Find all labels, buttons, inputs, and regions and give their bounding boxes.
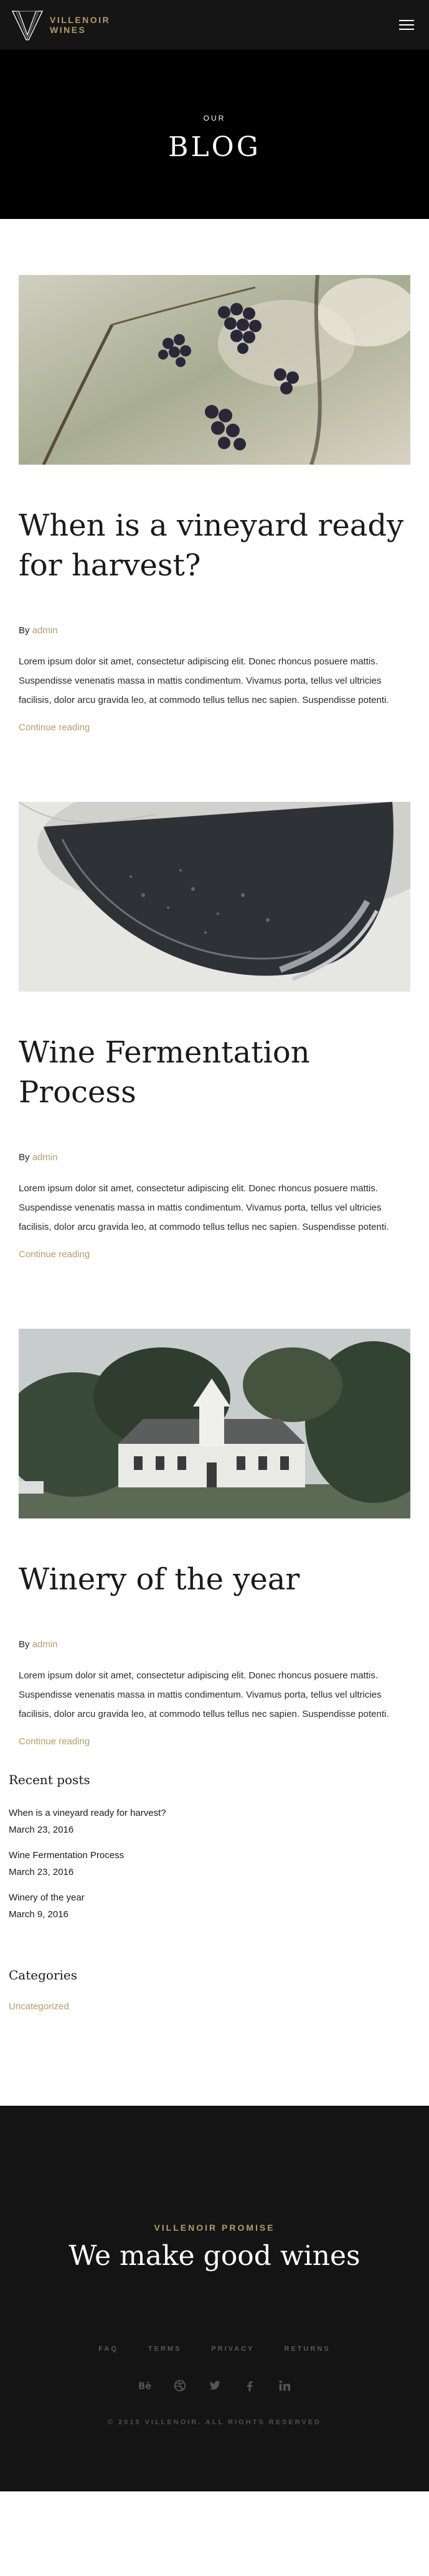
list-item bbox=[9, 1848, 420, 1882]
copyright: © 2015 VILLENOIR. ALL RIGHTS RESERVED bbox=[107, 2419, 322, 2426]
footer-tagline: We make good wines bbox=[68, 2240, 361, 2272]
twitter-icon[interactable] bbox=[207, 2378, 223, 2394]
brand-name: VILLENOIR bbox=[50, 15, 111, 25]
by-label: By bbox=[19, 1152, 30, 1163]
post-meta bbox=[19, 625, 410, 636]
post-meta bbox=[19, 1152, 410, 1163]
footer-link-privacy[interactable]: PRIVACY bbox=[211, 2345, 255, 2353]
behance-icon[interactable] bbox=[137, 2378, 153, 2394]
brand-text bbox=[50, 15, 110, 35]
by-label: By bbox=[19, 1639, 30, 1650]
top-bar bbox=[0, 0, 429, 50]
category-link-uncategorized[interactable]: Uncategorized bbox=[9, 2001, 69, 2012]
recent-posts-widget bbox=[9, 1772, 420, 1924]
sidebar bbox=[0, 1772, 429, 2106]
footer-link-faq[interactable]: FAQ bbox=[98, 2345, 118, 2353]
blog-main bbox=[0, 219, 429, 1747]
post-image-wine-glass[interactable] bbox=[19, 802, 410, 992]
post-image-winery[interactable] bbox=[19, 1329, 410, 1518]
footer-link-returns[interactable]: RETURNS bbox=[284, 2345, 331, 2353]
footer-eyebrow: VILLENOIR PROMISE bbox=[154, 2223, 275, 2233]
recent-post-date: March 9, 2016 bbox=[9, 1909, 68, 1920]
continue-reading-link[interactable]: Continue reading bbox=[19, 722, 90, 733]
recent-post-date: March 23, 2016 bbox=[9, 1825, 74, 1835]
recent-post-date: March 23, 2016 bbox=[9, 1867, 74, 1877]
page-hero bbox=[0, 50, 429, 219]
facebook-icon[interactable] bbox=[242, 2378, 258, 2394]
brand-subname: WINES bbox=[50, 25, 87, 35]
blog-post bbox=[19, 275, 410, 733]
post-title[interactable]: When is a vineyard ready for harvest? bbox=[19, 508, 404, 583]
page-title: BLOG bbox=[168, 131, 261, 163]
categories-title: Categories bbox=[9, 1968, 77, 1983]
post-excerpt: Lorem ipsum dolor sit amet, consectetur adipiscing elit. Donec rhoncus posuere mattis. Suspendisse venenatis massa in mattis condimentum. Vivamus porta, tellus vel ultricies facilisis, dolor arcu gravida leo, at commodo tellus tellus nec sapien. Suspendisse potenti. bbox=[19, 1670, 389, 1719]
continue-reading-link[interactable]: Continue reading bbox=[19, 1249, 90, 1260]
post-excerpt: Lorem ipsum dolor sit amet, consectetur adipiscing elit. Donec rhoncus posuere mattis. Suspendisse venenatis massa in mattis condimentum. Vivamus porta, tellus vel ultricies facilisis, dolor arcu gravida leo, at commodo tellus tellus nec sapien. Suspendisse potenti. bbox=[19, 656, 389, 705]
recent-post-link[interactable]: Wine Fermentation Process bbox=[9, 1850, 125, 1861]
recent-posts-list bbox=[9, 1806, 420, 1924]
footer-nav bbox=[98, 2345, 330, 2353]
menu-icon[interactable] bbox=[399, 20, 414, 30]
post-excerpt: Lorem ipsum dolor sit amet, consectetur adipiscing elit. Donec rhoncus posuere mattis. Suspendisse venenatis massa in mattis condimentum. Vivamus porta, tellus vel ultricies facilisis, dolor arcu gravida leo, at commodo tellus tellus nec sapien. Suspendisse potenti. bbox=[19, 1183, 389, 1232]
site-footer bbox=[0, 2106, 429, 2491]
social-links bbox=[137, 2378, 293, 2394]
author-link[interactable]: admin bbox=[32, 1639, 58, 1650]
recent-post-link[interactable]: When is a vineyard ready for harvest? bbox=[9, 1808, 166, 1818]
blog-post bbox=[19, 802, 410, 1260]
recent-posts-title: Recent posts bbox=[9, 1772, 90, 1787]
author-link[interactable]: admin bbox=[32, 1152, 58, 1163]
post-meta bbox=[19, 1639, 410, 1650]
post-title[interactable]: Winery of the year bbox=[19, 1562, 300, 1597]
blog-post bbox=[19, 1329, 410, 1747]
post-title[interactable]: Wine Fermentation Process bbox=[19, 1035, 310, 1110]
post-image-grapes[interactable] bbox=[19, 275, 410, 465]
hero-subtitle: OUR bbox=[203, 113, 226, 123]
dribbble-icon[interactable] bbox=[172, 2378, 188, 2394]
recent-post-link[interactable]: Winery of the year bbox=[9, 1892, 85, 1903]
continue-reading-link[interactable]: Continue reading bbox=[19, 1736, 90, 1747]
footer-link-terms[interactable]: TERMS bbox=[148, 2345, 182, 2353]
list-item bbox=[9, 1890, 420, 1924]
list-item bbox=[9, 1806, 420, 1839]
author-link[interactable]: admin bbox=[32, 625, 58, 636]
linkedin-icon[interactable] bbox=[276, 2378, 293, 2394]
svg-text:Bē: Bē bbox=[138, 2381, 151, 2392]
brand-logo[interactable] bbox=[10, 7, 110, 42]
by-label: By bbox=[19, 625, 30, 636]
categories-widget bbox=[9, 1968, 420, 2012]
logo-v-icon bbox=[10, 7, 45, 42]
